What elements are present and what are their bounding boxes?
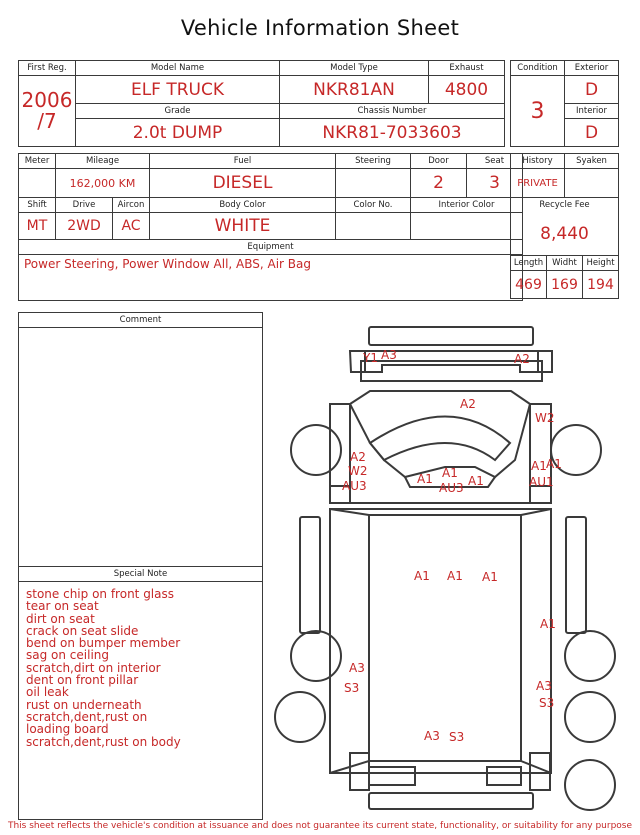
interior-label: Interior bbox=[565, 104, 619, 119]
history-label: History bbox=[511, 154, 565, 169]
wheel-mid-right-shape bbox=[565, 631, 615, 681]
main-info-table bbox=[18, 60, 505, 147]
model-name-value: ELF TRUCK bbox=[76, 76, 280, 104]
damage-mark: A3 bbox=[349, 661, 365, 675]
height-label: Height bbox=[583, 256, 619, 271]
special-note-item: dirt on seat bbox=[26, 611, 95, 626]
meter-label: Meter bbox=[19, 154, 56, 169]
exhaust-label: Exhaust bbox=[429, 61, 505, 76]
damage-mark: A2 bbox=[460, 397, 476, 411]
exterior-label: Exterior bbox=[565, 61, 619, 76]
comment-text bbox=[19, 328, 262, 334]
drive-label: Drive bbox=[56, 198, 113, 213]
first-reg-value: 2006 /7 bbox=[19, 76, 76, 147]
damage-mark: A3 bbox=[381, 348, 397, 362]
damage-mark: A3 bbox=[424, 729, 440, 743]
bed-corner-lines bbox=[330, 509, 551, 773]
damage-mark: A2 bbox=[350, 450, 366, 464]
color-no-value bbox=[336, 213, 411, 240]
fuel-value: DIESEL bbox=[150, 169, 336, 198]
special-note-item: stone chip on front glass bbox=[26, 587, 175, 601]
interior-color-label: Interior Color bbox=[411, 198, 523, 213]
damage-mark: A3 bbox=[536, 679, 552, 693]
rear-bumper-shape bbox=[369, 793, 533, 809]
meter-value bbox=[19, 169, 56, 198]
damage-mark: W2 bbox=[535, 411, 555, 425]
grade-value: 2.0t DUMP bbox=[76, 119, 280, 147]
condition-value: 3 bbox=[511, 76, 565, 147]
interior-value: D bbox=[565, 119, 619, 147]
steering-value bbox=[336, 169, 411, 198]
rear-left-lamp-shape bbox=[369, 767, 415, 785]
interior-color-value bbox=[411, 213, 523, 240]
comment-box bbox=[18, 312, 263, 567]
damage-mark: Y1 bbox=[363, 351, 378, 365]
height-value: 194 bbox=[583, 271, 619, 299]
recycle-fee-value: 8,440 bbox=[511, 212, 619, 256]
equipment-label: Equipment bbox=[19, 240, 523, 255]
body-color-value: WHITE bbox=[150, 213, 336, 240]
special-note-item: scratch,dent,rust on body bbox=[26, 734, 181, 749]
damage-mark: A1 bbox=[442, 466, 458, 480]
page-title: Vehicle Information Sheet bbox=[180, 16, 460, 40]
special-note-item: crack on seat slide bbox=[26, 623, 139, 638]
model-name-label: Model Name bbox=[76, 61, 280, 76]
condition-table bbox=[510, 60, 619, 147]
truck-damage-diagram bbox=[270, 318, 630, 818]
special-note-item: rust on underneath bbox=[26, 697, 142, 712]
rear-left-post-shape bbox=[350, 753, 369, 790]
special-note-item: scratch,dirt on interior bbox=[26, 660, 161, 675]
disclaimer-footer: This sheet reflects the vehicle's condition at issuance and does not guarantee its current state, functionality, or suitability for any purpose bbox=[7, 821, 633, 831]
left-side-rail-shape bbox=[300, 517, 320, 633]
truck-outline bbox=[275, 327, 615, 810]
door-label: Door bbox=[411, 154, 467, 169]
damage-mark: A2 bbox=[514, 352, 530, 366]
door-value: 2 bbox=[411, 169, 467, 198]
cargo-bed-shape bbox=[330, 509, 551, 773]
damage-mark: A1 bbox=[482, 570, 498, 584]
cargo-floor-shape bbox=[369, 515, 521, 761]
damage-mark: AU3 bbox=[439, 481, 464, 495]
aircon-label: Aircon bbox=[113, 198, 150, 213]
wheel-rear-left-shape bbox=[275, 692, 325, 742]
exterior-value: D bbox=[565, 76, 619, 104]
damage-mark: A1 bbox=[531, 459, 547, 473]
rear-right-lamp-shape bbox=[487, 767, 521, 785]
history-table bbox=[510, 153, 619, 299]
damage-mark: A1 bbox=[414, 569, 430, 583]
damage-mark: W2 bbox=[348, 464, 368, 478]
first-reg-label: First Reg. bbox=[19, 61, 76, 76]
damage-mark: A1 bbox=[417, 472, 433, 486]
steering-label: Steering bbox=[336, 154, 411, 169]
special-note-item: dent on front pillar bbox=[26, 673, 139, 688]
damage-mark: S3 bbox=[539, 696, 555, 710]
equipment-value: Power Steering, Power Window All, ABS, Air Bag bbox=[19, 255, 523, 301]
cab-roof-front-shape bbox=[350, 391, 530, 404]
damage-mark: A1 bbox=[447, 569, 463, 583]
seat-value: 3 bbox=[467, 169, 523, 198]
shift-value: MT bbox=[19, 213, 56, 240]
special-note-item: oil leak bbox=[26, 685, 69, 700]
chassis-label: Chassis Number bbox=[280, 104, 505, 119]
length-label: Length bbox=[511, 256, 547, 271]
wheel-spare-shape bbox=[565, 760, 615, 810]
syaken-label: Syaken bbox=[565, 154, 619, 169]
damage-mark: S3 bbox=[344, 681, 360, 695]
special-note-box bbox=[18, 566, 263, 820]
recycle-fee-label: Recycle Fee bbox=[511, 198, 619, 213]
model-type-label: Model Type bbox=[280, 61, 429, 76]
syaken-value bbox=[565, 169, 619, 198]
length-value: 469 bbox=[511, 271, 547, 299]
exhaust-value: 4800 bbox=[429, 76, 505, 104]
condition-label: Condition bbox=[511, 61, 565, 76]
model-type-value: NKR81AN bbox=[280, 76, 429, 104]
mileage-label: Mileage bbox=[56, 154, 150, 169]
body-color-label: Body Color bbox=[150, 198, 336, 213]
drive-value: 2WD bbox=[56, 213, 113, 240]
wheel-rear-right-shape bbox=[565, 692, 615, 742]
special-note-item: scratch,dent,rust on bbox=[26, 709, 148, 724]
windshield-shape bbox=[370, 417, 510, 461]
aircon-value: AC bbox=[113, 213, 150, 240]
damage-mark: A1 bbox=[468, 474, 484, 488]
fuel-label: Fuel bbox=[150, 154, 336, 169]
damage-mark: A1 bbox=[546, 457, 562, 471]
front-bumper-shape bbox=[369, 327, 533, 345]
history-value: PRIVATE bbox=[511, 169, 565, 198]
shift-label: Shift bbox=[19, 198, 56, 213]
grade-label: Grade bbox=[76, 104, 280, 119]
specs-table bbox=[18, 153, 523, 301]
seat-label: Seat bbox=[467, 154, 523, 169]
special-note-item: tear on seat bbox=[26, 599, 99, 614]
wheel-mid-left-shape bbox=[291, 631, 341, 681]
special-notes-list bbox=[19, 582, 262, 748]
special-note-item: bend on bumper member bbox=[26, 636, 181, 651]
damage-mark: S3 bbox=[449, 730, 465, 744]
special-note-item: loading board bbox=[26, 722, 109, 737]
cab-front-shape bbox=[350, 404, 530, 477]
damage-mark: AU1 bbox=[529, 475, 554, 489]
wheel-front-left-shape bbox=[291, 425, 341, 475]
comment-label: Comment bbox=[19, 313, 262, 328]
width-label: Widht bbox=[547, 256, 583, 271]
damage-mark: AU3 bbox=[342, 479, 367, 493]
color-no-label: Color No. bbox=[336, 198, 411, 213]
special-note-item: sag on ceiling bbox=[26, 648, 110, 663]
width-value: 169 bbox=[547, 271, 583, 299]
special-note-label: Special Note bbox=[19, 567, 262, 582]
mileage-value: 162,000 KM bbox=[56, 169, 150, 198]
chassis-value: NKR81-7033603 bbox=[280, 119, 505, 147]
right-side-rail-shape bbox=[566, 517, 586, 633]
damage-mark: A1 bbox=[540, 617, 556, 631]
